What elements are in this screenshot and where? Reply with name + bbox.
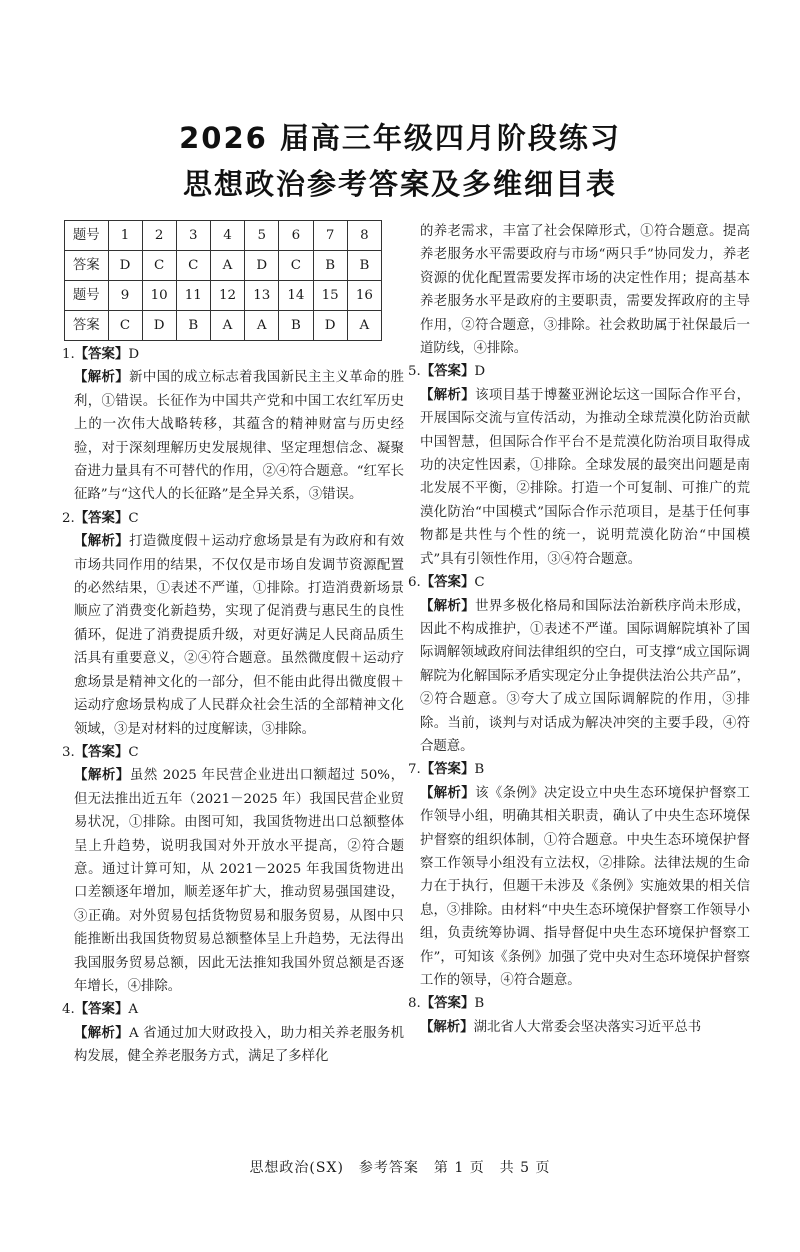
question-5 [408, 360, 750, 571]
answer-table-cell: 16 [347, 281, 381, 311]
answer-tag: 【答案】 [420, 363, 475, 380]
question-6 [408, 571, 750, 758]
answer-tag: 【答案】 [74, 509, 129, 526]
answer-table-cell: B [313, 251, 347, 281]
answer-table-header-cell: 题号 [65, 221, 109, 251]
answer-table-cell: C [108, 311, 142, 341]
analysis-paragraph [408, 1016, 750, 1039]
page-title-line1: 2026 届高三年级四月阶段练习 [179, 121, 621, 155]
question-number: 8. [408, 996, 421, 1012]
answer-line [408, 360, 750, 383]
question-8 [408, 992, 750, 1039]
page-title-line2: 思想政治参考答案及多维细目表 [182, 167, 617, 201]
answer-tag: 【答案】 [74, 1001, 129, 1018]
answer-table-cell: 11 [176, 281, 210, 311]
answer-table-cell: 2 [142, 221, 176, 251]
answer-table-cell: 7 [313, 221, 347, 251]
answer-table-cell: D [108, 251, 142, 281]
answer-line [408, 571, 750, 594]
question-7 [408, 758, 750, 992]
answer-table-cell: A [245, 311, 279, 341]
analysis-text: 该《条例》决定设立中央生态环境保护督察工作领导小组，明确其相关职责，确认了中央生态环境保护督察的组织体制，①符合题意。中央生态环境保护督察工作领导小组没有立法权，②排除。法律法规的生命力在于执行，但题干未涉及《条例》实施效果的相关信息，③排除。由材料“中央生态环境保护督察工作领导小组，负责统筹协调、指导督促中央生态环境保护督察工作”，可知该《条例》加强了党中央对生态环境保护督察工作的领导，④符合题意。 [420, 785, 750, 988]
analysis-paragraph [62, 530, 404, 741]
answer-table-cell: 13 [245, 281, 279, 311]
question-number: 6. [408, 575, 421, 591]
question-number: 3. [62, 744, 75, 760]
analysis-paragraph [62, 764, 404, 998]
answer-value: A [128, 1002, 139, 1018]
analysis-paragraph [408, 782, 750, 993]
answer-tag: 【答案】 [420, 995, 475, 1012]
answer-value: B [474, 762, 485, 778]
analysis-paragraph [408, 384, 750, 571]
question-number: 4. [62, 1002, 75, 1018]
answer-table-header-cell: 题号 [65, 281, 109, 311]
answer-table-cell: 8 [347, 221, 381, 251]
answer-table-cell: B [176, 311, 210, 341]
answer-table-row [65, 281, 382, 311]
answer-table-cell: A [347, 311, 381, 341]
answer-value: C [128, 510, 139, 526]
answer-value: D [474, 364, 486, 380]
answer-table-cell: 9 [108, 281, 142, 311]
answer-table-cell: 4 [210, 221, 244, 251]
answer-table-cell: D [245, 251, 279, 281]
answer-table-header-cell: 答案 [65, 251, 109, 281]
answer-table-cell: 1 [108, 221, 142, 251]
analysis-text: 世界多极化格局和国际法治新秩序尚未形成，因此不构成推护，①表述不严谨。国际调解院填补了国际调解领域政府间法律组织的空白，可支撑“成立国际调解院为化解国际矛盾实现定分止争提供法治公共产品”，②符合题意。③夸大了成立国际调解院的作用，③排除。当前，谈判与对话成为解决冲突的主要手段，④符合题意。 [420, 598, 750, 754]
answer-line [62, 741, 404, 764]
analysis-text: 新中国的成立标志着我国新民主主义革命的胜利，①错误。长征作为中国共产党和中国工农红军历史上的一次伟大战略转移，其蕴含的精神财富与历史经验，对于深刻理解历史发展规律、坚定理想信念、凝聚奋进力量具有不可替代的作用，②④符合题意。“红军长征路”与“这代人的长征路”是全异关系，③错误。 [74, 370, 404, 503]
analysis-tag: 【解析】 [74, 369, 130, 386]
analysis-text: A 省通过加大财政投入，助力相关养老服务机构发展，健全养老服务方式，满足了多样化 [74, 1025, 404, 1065]
question-number: 7. [408, 762, 421, 778]
answer-table-row [65, 251, 382, 281]
answer-tag: 【答案】 [420, 574, 475, 591]
answer-line [408, 758, 750, 781]
answer-table-row [65, 311, 382, 341]
analysis-tag: 【解析】 [420, 386, 476, 403]
answer-key-table [64, 220, 382, 341]
right-column [408, 220, 750, 1039]
answer-value: C [128, 744, 139, 760]
question-number: 2. [62, 510, 75, 526]
answer-value: C [474, 575, 485, 591]
answer-table-cell: 5 [245, 221, 279, 251]
answer-table-cell: A [210, 251, 244, 281]
analysis-tag: 【解析】 [420, 1018, 474, 1035]
analysis-text: 虽然 2025 年民营企业进出口额超过 50%，但无法推出近五年（2021－2025 年）我国民营企业贸易状况，①排除。由图可知，我国货物进出口总额整体呈上升趋势，说明我国对外开放水平提高，②符合题意。通过计算可知，从 2021－2025 年我国货物进出口差额逐年增加，顺差逐年扩大，推动贸易强国建设，③正确。对外贸易包括货物贸易和服务贸易，从图中只能推断出我国货物贸易总额整体呈上升趋势，无法得出我国服务贸易总额，因此无法推知我国外贸总额是否逐年增长，④排除。 [74, 768, 405, 994]
answer-table-header-cell: 答案 [65, 311, 109, 341]
answer-table-cell: C [142, 251, 176, 281]
answer-table-cell: 15 [313, 281, 347, 311]
answer-line [408, 992, 750, 1015]
answer-table-cell: 3 [176, 221, 210, 251]
page-footer: 思想政治(SX) 参考答案 第 1 页 共 5 页 [249, 1160, 551, 1176]
analysis-tag: 【解析】 [420, 784, 476, 801]
analysis-paragraph [62, 366, 404, 506]
question-number: 5. [408, 364, 421, 380]
analysis-tag: 【解析】 [74, 533, 130, 550]
answer-table-cell: 6 [279, 221, 313, 251]
analysis-tag: 【解析】 [74, 1024, 129, 1041]
analysis-text: 湖北省人大常委会坚决落实习近平总书 [473, 1019, 702, 1035]
answer-table-cell: D [142, 311, 176, 341]
analysis-tag: 【解析】 [420, 597, 476, 614]
answer-table-row [65, 221, 382, 251]
answer-table-cell: 14 [279, 281, 313, 311]
question-1 [62, 343, 404, 507]
answer-table-cell: B [279, 311, 313, 341]
answer-value: D [128, 347, 140, 362]
answer-table-cell: 12 [210, 281, 244, 311]
answer-tag: 【答案】 [74, 743, 129, 760]
question-number: 1. [62, 347, 75, 362]
question-4 [62, 998, 404, 1068]
answer-table-cell: A [210, 311, 244, 341]
analysis-tag: 【解析】 [74, 767, 130, 784]
answer-table-cell: C [279, 251, 313, 281]
question-3 [62, 741, 404, 998]
answer-table-cell: 10 [142, 281, 176, 311]
analysis-paragraph [62, 1022, 404, 1069]
answer-tag: 【答案】 [74, 346, 129, 362]
question-2 [62, 507, 404, 741]
analysis-paragraph [408, 595, 750, 759]
answer-value: B [474, 996, 485, 1012]
question-4-continued: 的养老需求，丰富了社会保障形式，①符合题意。提高养老服务水平需要政府与市场“两只手”协同发力，养老资源的优化配置需要发挥市场的决定性作用；提高基本养老服务水平是政府的主要职责，需要发挥政府的主导作用，②符合题意，③排除。社会救助属于社保最后一道防线，④排除。 [420, 224, 750, 357]
answer-line [62, 343, 404, 366]
answer-table-cell: D [313, 311, 347, 341]
answer-table-cell: C [176, 251, 210, 281]
answer-line [62, 507, 404, 530]
answer-table-cell: B [347, 251, 381, 281]
answer-line [62, 998, 404, 1021]
answer-tag: 【答案】 [420, 761, 475, 778]
analysis-text: 打造微度假＋运动疗愈场景是有为政府和有效市场共同作用的结果，不仅仅是市场自发调节资源配置的必然结果，①表述不严谨，①排除。打造消费新场景顺应了消费变化新趋势，实现了促消费与惠民生的良性循环，促进了消费提质升级，对更好满足人民商品质生活具有重要意义，②④符合题意。虽然微度假＋运动疗愈场景是精神文化的一部分，但不能由此得出微度假＋运动疗愈场景构成了人民群众社会生活的全部精神文化领域，③是对材料的过度解读，③排除。 [74, 534, 404, 737]
analysis-text: 该项目基于博鳌亚洲论坛这一国际合作平台，开展国际交流与宣传活动，为推动全球荒漠化防治贡献中国智慧，但国际合作平台不是荒漠化防治项目取得成功的决定性因素，①排除。全球发展的最突出问题是南北发展不平衡，②排除。打造一个可复制、可推广的荒漠化防治“中国模式”国际合作示范项目，是基于任何事物都是共性与个性的统一，说明荒漠化防治“中国模式”具有引领性作用，③④符合题意。 [420, 387, 750, 567]
left-column [62, 220, 404, 1069]
